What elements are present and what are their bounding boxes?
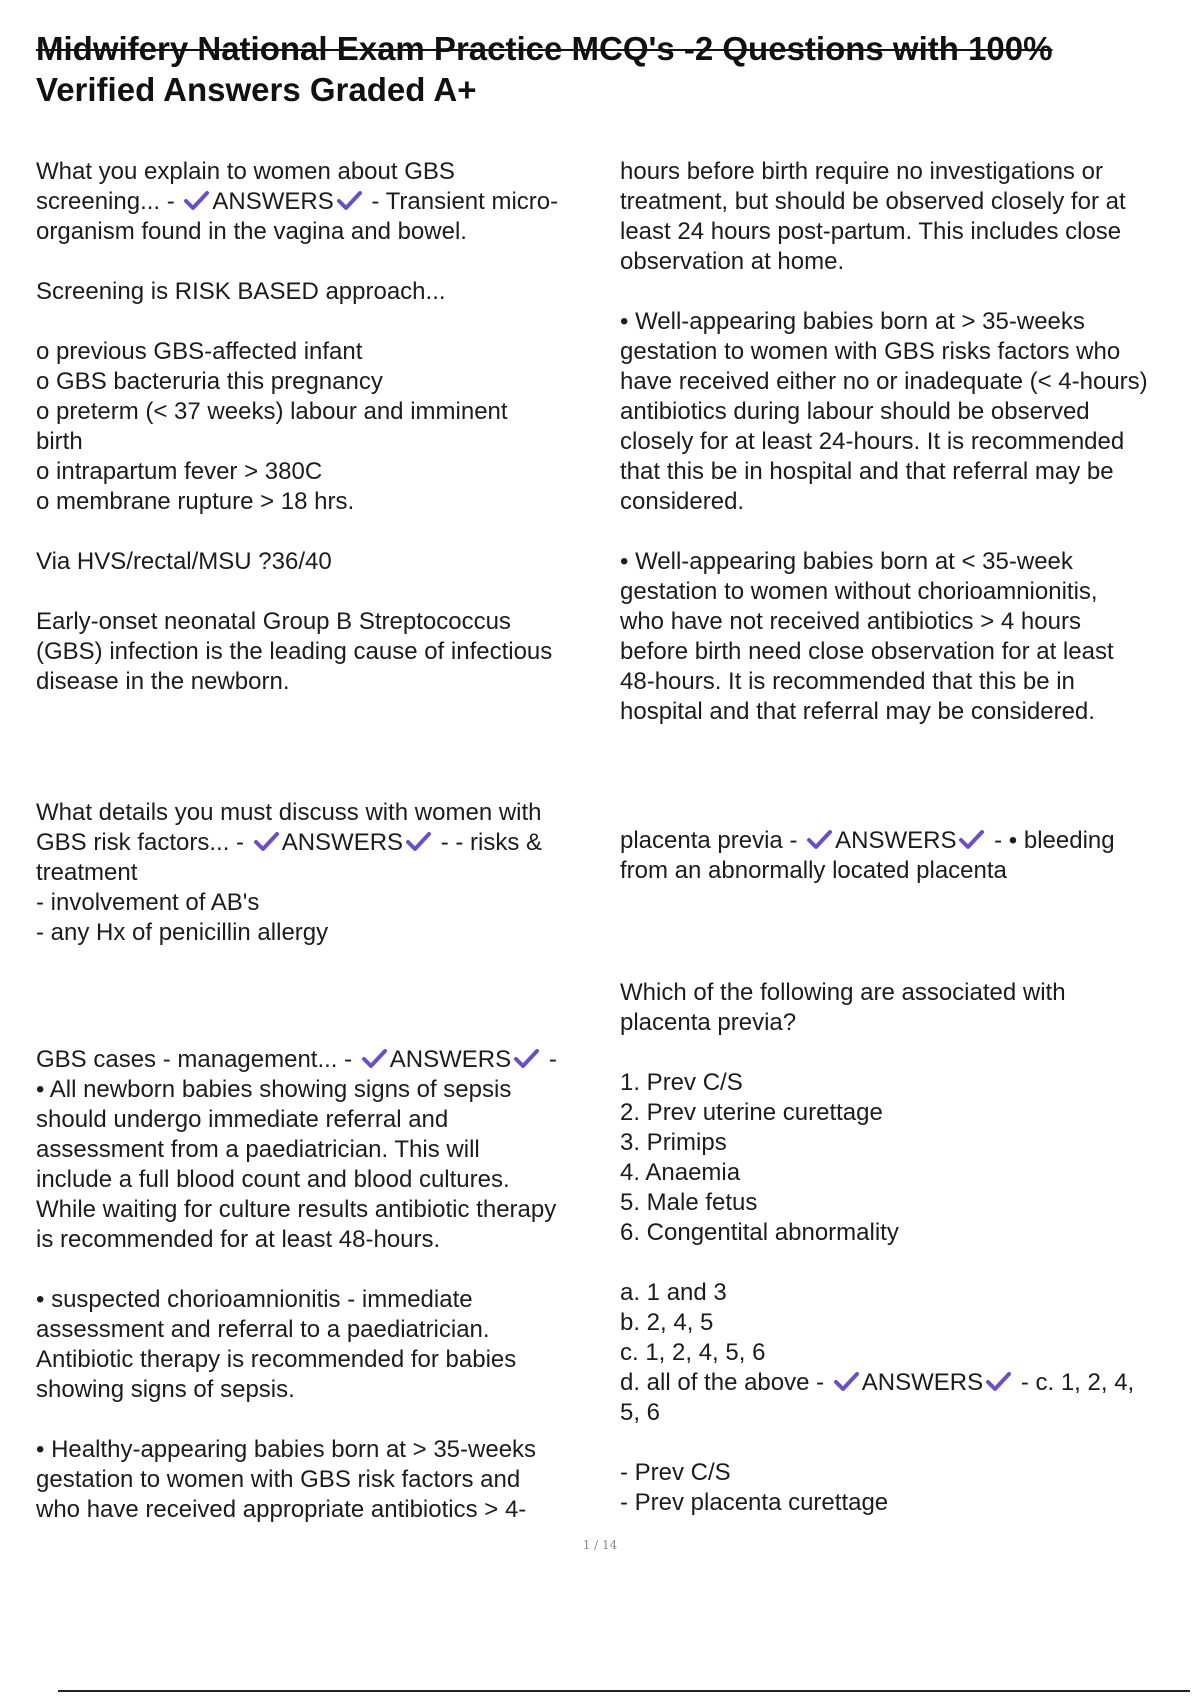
answer-option: b. 2, 4, 5: [620, 1309, 714, 1336]
text-line: hours before birth require no investigations or: [620, 158, 1103, 185]
mcq-placenta-previa: [620, 978, 1190, 1518]
text-line: screening... - ANSWERS - Transient micro-: [36, 188, 559, 215]
list-item: 4. Anaemia: [620, 1159, 741, 1186]
text-line: assessment and referral to a paediatrician.: [36, 1316, 490, 1343]
answer-option: a. 1 and 3: [620, 1279, 727, 1306]
answer-label: ANSWERS: [835, 827, 957, 854]
list-item: o intrapartum fever > 380C: [36, 458, 323, 485]
text-line: What details you must discuss with women with: [36, 799, 542, 826]
list-item: 3. Primips: [620, 1129, 727, 1156]
bullet-line: • Healthy-appearing babies born at > 35-weeks: [36, 1436, 537, 1463]
text-line: Via HVS/rectal/MSU ?36/40: [36, 548, 332, 575]
check-mark-icon: [183, 190, 210, 212]
answer-option: c. 1, 2, 4, 5, 6: [620, 1339, 766, 1366]
text-line: While waiting for culture results antibiotic therapy: [36, 1196, 557, 1223]
list-item: o GBS bacteruria this pregnancy: [36, 368, 383, 395]
question-text: placenta previa?: [620, 1009, 797, 1036]
text-line: hospital and that referral may be considered.: [620, 698, 1095, 725]
text-line: assessment from a paediatrician. This will: [36, 1136, 480, 1163]
text-line: gestation to women with GBS risk factors and: [36, 1466, 521, 1493]
text-line: include a full blood count and blood cultures.: [36, 1166, 510, 1193]
explanation-line: - Prev C/S: [620, 1459, 731, 1486]
check-mark-icon: [833, 1371, 860, 1393]
text-line: gestation to women with GBS risks factors who: [620, 338, 1121, 365]
list-item: birth: [36, 428, 83, 455]
text-line: GBS cases - management... - ANSWERS -: [36, 1046, 557, 1073]
title-line-2: Verified Answers Graded A+: [36, 71, 477, 108]
question-text: Which of the following are associated with: [620, 979, 1066, 1006]
text-line: Antibiotic therapy is recommended for babies: [36, 1346, 517, 1373]
list-item: o previous GBS-affected infant: [36, 338, 363, 365]
qa-gbs-screening: [36, 157, 606, 697]
text-line: 48-hours. It is recommended that this be in: [620, 668, 1075, 695]
qa-gbs-management: [36, 1045, 606, 1525]
answer-option: d. all of the above - ANSWERS - c. 1, 2, 4,: [620, 1369, 1135, 1396]
text-line: GBS risk factors... - ANSWERS - - risks &: [36, 829, 543, 856]
list-item: - involvement of AB's: [36, 889, 260, 916]
text-line: treatment: [36, 859, 138, 886]
right-column: [620, 0, 1190, 1540]
text-line: observation at home.: [620, 248, 845, 275]
text-line: gestation to women without chorioamnionitis,: [620, 578, 1098, 605]
text-line: is recommended for at least 48-hours.: [36, 1226, 441, 1253]
text-line: before birth need close observation for at least: [620, 638, 1114, 665]
bullet-line: • suspected chorioamnionitis - immediate: [36, 1286, 473, 1313]
text-line: What you explain to women about GBS: [36, 158, 455, 185]
check-mark-icon: [253, 831, 280, 853]
text-line: Early-onset neonatal Group B Streptococcus: [36, 608, 511, 635]
text-line: who have not received antibiotics > 4 hours: [620, 608, 1081, 635]
list-item: 2. Prev uterine curettage: [620, 1099, 883, 1126]
answer-label: ANSWERS: [389, 1046, 512, 1073]
check-mark-icon: [985, 1371, 1012, 1393]
text-line: showing signs of sepsis.: [36, 1376, 295, 1403]
text-line: that this be in hospital and that referral may be: [620, 458, 1114, 485]
text-line: Screening is RISK BASED approach...: [36, 278, 446, 305]
list-item: o membrane rupture > 18 hrs.: [36, 488, 355, 515]
title-line-1: Midwifery National Exam Practice MCQ's -2 Questions with 100%: [36, 30, 1053, 67]
page-divider: [58, 1690, 1190, 1692]
check-mark-icon: [361, 1048, 388, 1070]
qa-gbs-discuss: [36, 798, 606, 948]
text-line: who have received appropriate antibiotics > 4-: [36, 1496, 527, 1523]
text-line: 5, 6: [620, 1399, 661, 1426]
text-line: treatment, but should be observed closely for at: [620, 188, 1126, 215]
check-mark-icon: [336, 190, 363, 212]
check-mark-icon: [958, 829, 985, 851]
text-line: (GBS) infection is the leading cause of infectious: [36, 638, 553, 665]
text-line: closely for at least 24-hours. It is recommended: [620, 428, 1125, 455]
text-line: have received either no or inadequate (< 4-hours): [620, 368, 1148, 395]
check-mark-icon: [405, 831, 432, 853]
list-item: 5. Male fetus: [620, 1189, 758, 1216]
bullet-line: • Well-appearing babies born at > 35-weeks: [620, 308, 1085, 335]
text-line: least 24 hours post-partum. This includes close: [620, 218, 1122, 245]
bullet-line: • All newborn babies showing signs of sepsis: [36, 1076, 512, 1103]
check-mark-icon: [806, 829, 833, 851]
text-line: considered.: [620, 488, 745, 515]
text-line: should undergo immediate referral and: [36, 1106, 449, 1133]
text-line: antibiotics during labour should be observed: [620, 398, 1090, 425]
answer-label: ANSWERS: [212, 188, 334, 215]
list-item: 6. Congentital abnormality: [620, 1219, 899, 1246]
check-mark-icon: [513, 1048, 540, 1070]
explanation-line: - Prev placenta curettage: [620, 1489, 889, 1516]
qa-placenta-previa: [620, 826, 1190, 886]
answer-label: ANSWERS: [861, 1369, 984, 1396]
list-item: 1. Prev C/S: [620, 1069, 743, 1096]
text-line: disease in the newborn.: [36, 668, 290, 695]
page-number: 1 / 14: [582, 1538, 618, 1552]
text-line: from an abnormally located placenta: [620, 857, 1007, 884]
text-line: organism found in the vagina and bowel.: [36, 218, 467, 245]
left-column: [36, 0, 606, 1540]
continued-management-text: [620, 157, 1190, 727]
list-item: o preterm (< 37 weeks) labour and imminent: [36, 398, 508, 425]
bullet-line: • Well-appearing babies born at < 35-week: [620, 548, 1073, 575]
answer-label: ANSWERS: [281, 829, 404, 856]
list-item: - any Hx of penicillin allergy: [36, 919, 329, 946]
text-line: placenta previa - ANSWERS - • bleeding: [620, 827, 1115, 854]
